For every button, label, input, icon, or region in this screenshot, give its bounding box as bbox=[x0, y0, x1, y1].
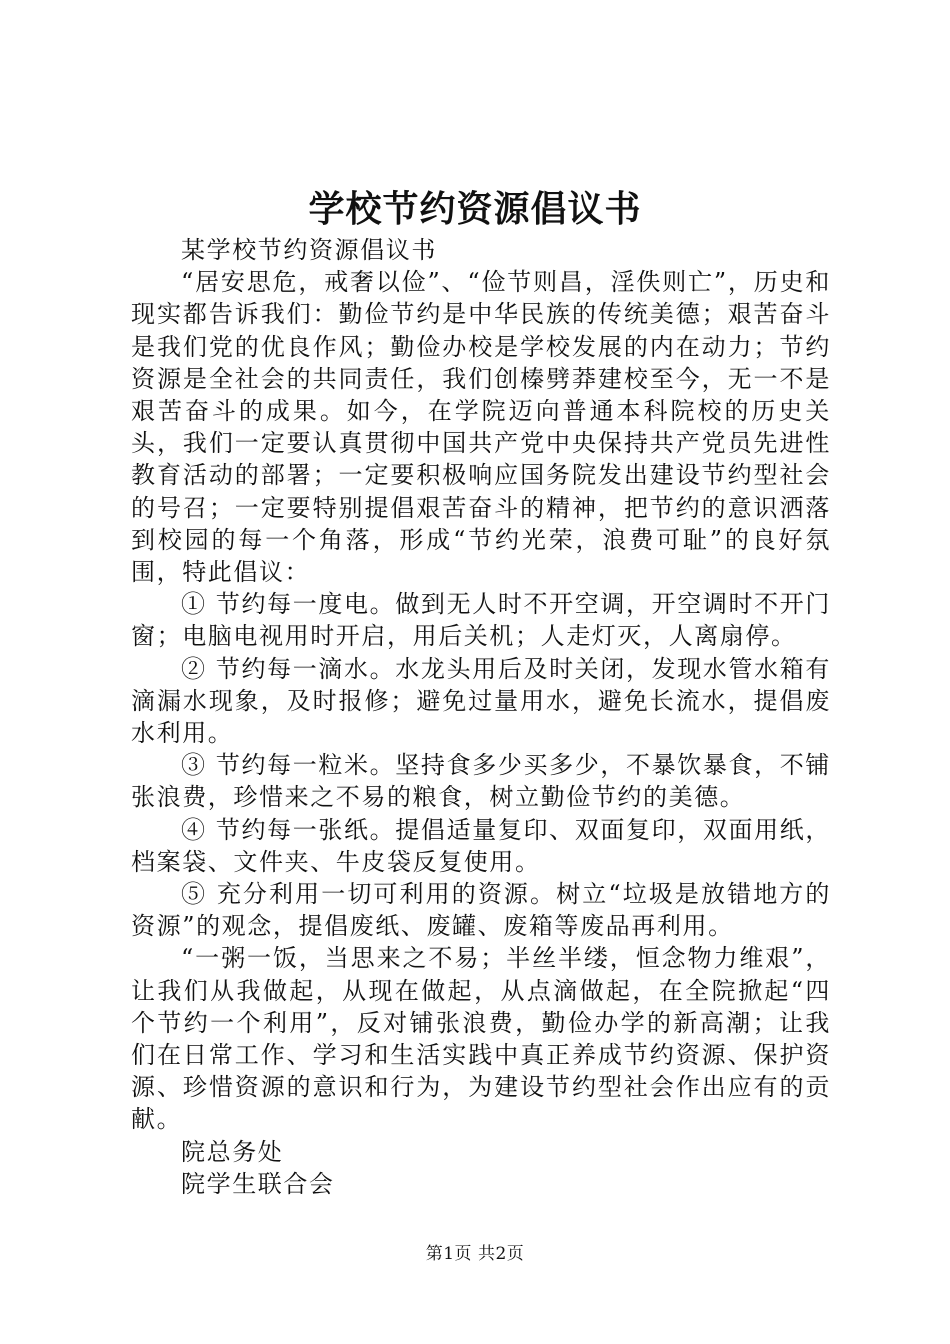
document-body bbox=[131, 234, 831, 1200]
closing-paragraph: “一粥一饭，当思来之不易；半丝半缕，恒念物力维艰”，让我们从我做起，从现在做起，从点滴做起，在全院掀起“四个节约一个利用”，反对铺张浪费，勤俭办学的新高潮；让我们在日常工作、学习和生活实践中真正养成节约资源、保护资源、珍惜资源的意识和行为，为建设节约型社会作出应有的贡献。 bbox=[131, 944, 831, 1134]
subtitle-paragraph: 某学校节约资源倡议书 bbox=[181, 236, 437, 264]
page-footer: 第1页 共2页 bbox=[425, 1244, 525, 1264]
intro-paragraph: “居安思危，戒奢以俭”、“俭节则昌，淫佚则亡”，历史和现实都告诉我们：勤俭节约是中华民族的传统美德；艰苦奋斗是我们党的优良作风；勤俭办校是学校发展的内在动力；节约资源是全社会的共同责任，我们创榛劈莽建校至今，无一不是艰苦奋斗的成果。如今，在学院迈向普通本科院校的历史关头，我们一定要认真贯彻中国共产党中央保持共产党员先进性教育活动的部署；一定要积极响应国务院发出建设节约型社会的号召；一定要特别提倡艰苦奋斗的精神，把节约的意识洒落到校园的每一个角落，形成“节约光荣，浪费可耻”的良好氛围，特此倡议： bbox=[131, 268, 831, 587]
proposal-item-water: ② 节约每一滴水。水龙头用后及时关闭，发现水管水箱有滴漏水现象，及时报修；避免过量用水，避免长流水，提倡废水利用。 bbox=[131, 654, 831, 748]
proposal-item-resources: ⑤ 充分利用一切可利用的资源。树立“垃圾是放错地方的资源”的观念，提倡废纸、废罐、废箱等废品再利用。 bbox=[131, 880, 831, 941]
proposal-item-paper: ④ 节约每一张纸。提倡适量复印、双面复印，双面用纸，档案袋、文件夹、牛皮袋反复使用。 bbox=[131, 815, 831, 876]
signature-student-union: 院学生联合会 bbox=[181, 1169, 335, 1198]
document-title: 学校节约资源倡议书 bbox=[308, 188, 642, 230]
signature-general-affairs: 院总务处 bbox=[181, 1137, 284, 1166]
proposal-item-rice: ③ 节约每一粒米。坚持食多少买多少，不暴饮暴食，不铺张浪费，珍惜来之不易的粮食，树立勤俭节约的美德。 bbox=[131, 751, 831, 812]
proposal-item-electricity: ① 节约每一度电。做到无人时不开空调，开空调时不开门窗；电脑电视用时开启，用后关机；人走灯灭，人离扇停。 bbox=[131, 590, 831, 651]
